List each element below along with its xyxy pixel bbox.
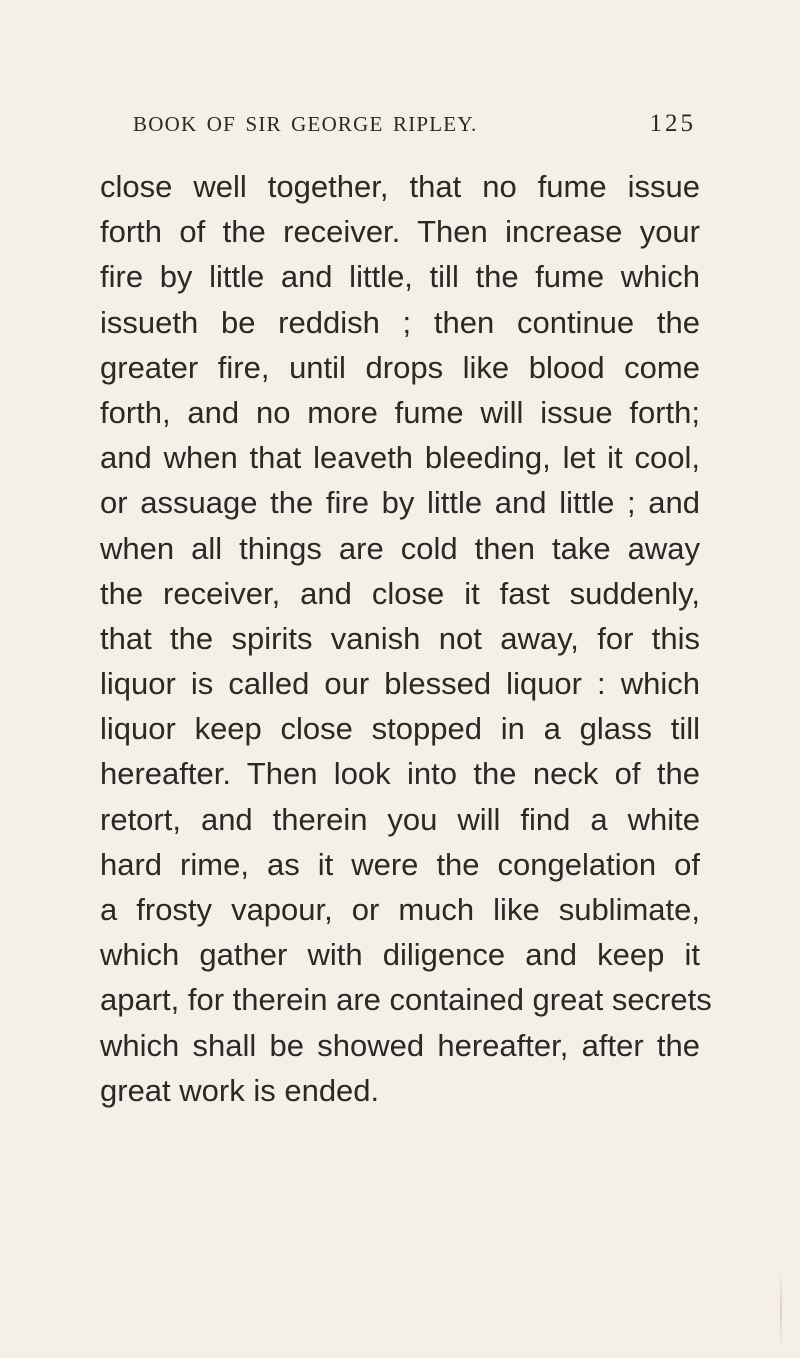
text-line: greater fire, until drops like blood come (100, 349, 700, 385)
text-line: which shall be showed hereafter, after the (100, 1027, 700, 1063)
text-line: that the spirits vanish not away, for this (100, 620, 700, 656)
text-line: apart, for therein are contained great secrets (100, 982, 712, 1018)
text-line: when all things are cold then take away (100, 530, 700, 566)
text-line: forth, and no more fume will issue forth; (100, 394, 700, 430)
running-title: BOOK OF SIR GEORGE RIPLEY. (133, 112, 478, 136)
text-line: liquor is called our blessed liquor : which (100, 666, 700, 702)
paper-mark (780, 1270, 782, 1350)
text-line: forth of the receiver. Then increase your (100, 214, 700, 250)
text-line: retort, and therein you will find a white (100, 801, 700, 837)
text-line: liquor keep close stopped in a glass till (100, 711, 700, 747)
text-line: a frosty vapour, or much like sublimate, (100, 892, 700, 927)
text-line: issueth be reddish ; then continue the (100, 304, 700, 340)
text-line: fire by little and little, till the fume which (100, 259, 700, 295)
running-head (100, 112, 700, 148)
text-line: the receiver, and close it fast suddenly, (100, 575, 700, 611)
text-line: and when that leaveth bleeding, let it cool, (100, 440, 700, 476)
text-line: hard rime, as it were the congelation of (100, 846, 700, 882)
text-line: close well together, that no fume issue (100, 169, 700, 204)
text-line: hereafter. Then look into the neck of the (100, 756, 700, 792)
text-line: which gather with diligence and keep it (100, 937, 700, 973)
page-number: 125 (649, 110, 696, 137)
text-line: or assuage the fire by little and little ; and (100, 485, 700, 521)
text-line: great work is ended. (100, 1072, 380, 1108)
body-text (100, 164, 712, 1113)
